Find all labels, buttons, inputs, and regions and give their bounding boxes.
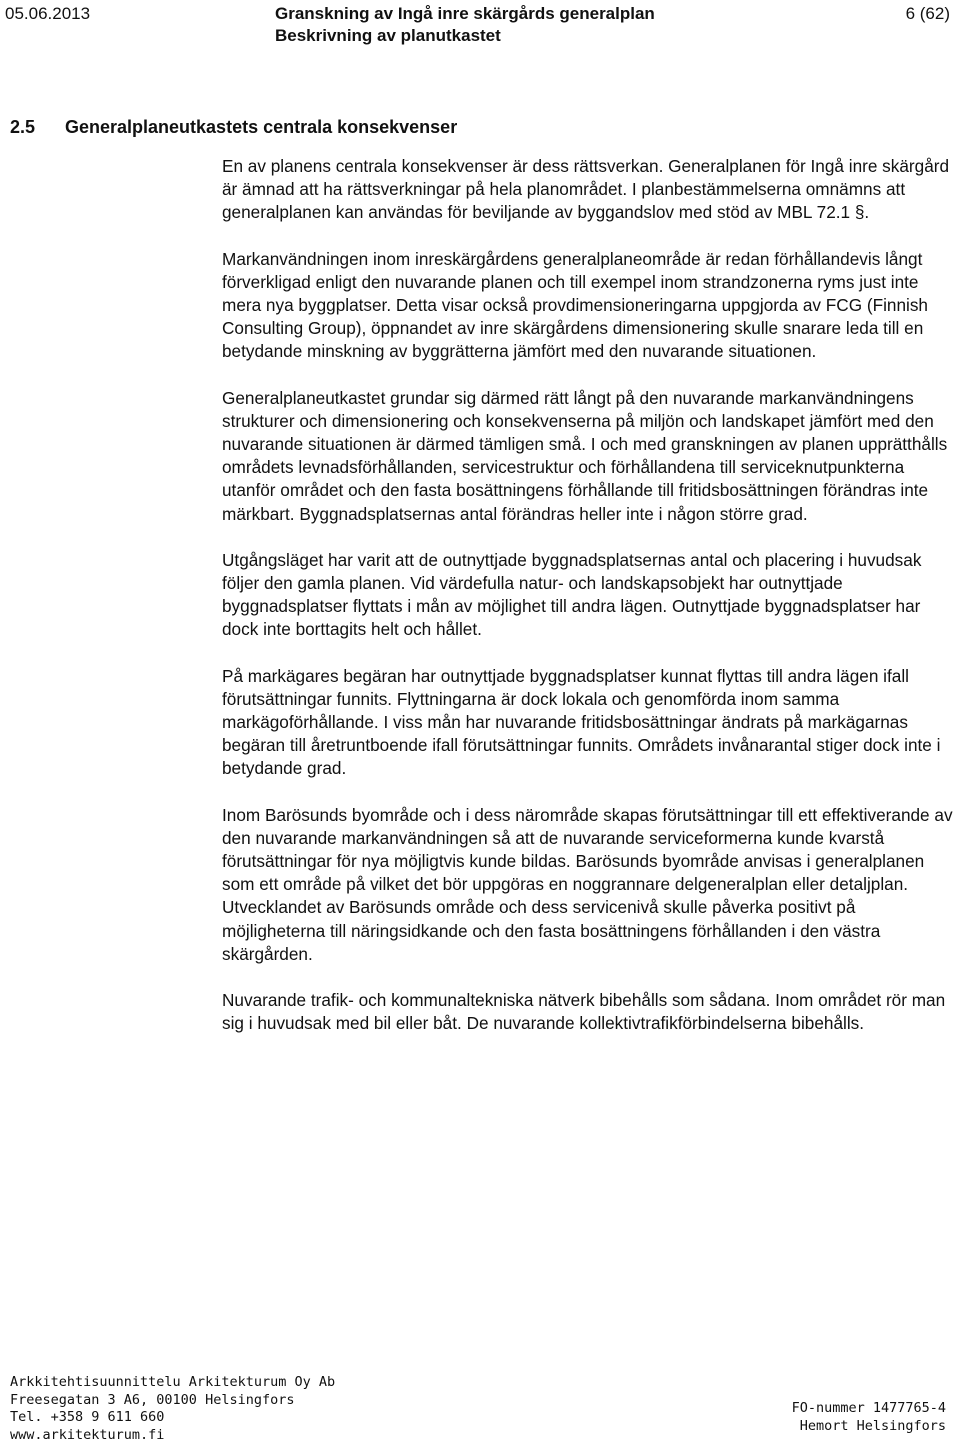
- header-date: 05.06.2013: [5, 4, 91, 23]
- section-number: 2.5: [10, 117, 36, 137]
- footer-phone: Tel. +358 9 611 660: [10, 1409, 165, 1425]
- footer-company: Arkkitehtisuunnittelu Arkitekturum Oy Ab: [10, 1374, 336, 1390]
- body-text: [222, 155, 957, 1059]
- footer-address: Freesegatan 3 A6, 00100 Helsingfors: [10, 1391, 295, 1408]
- page-footer: [0, 1374, 960, 1445]
- footer-domicile: Hemort Helsingfors: [799, 1417, 946, 1434]
- paragraph: Inom Barösunds byområde och i dess närområde skapas förutsättningar till ett effektiverande av den nuvarande markanvändningen så att de nuvarande serviceformerna kunde kvarstå förutsättningar för nya möjligtvis kunde bildas. Barösunds byområde anvisas i generalplanen som ett område på vilket det bör uppgöras en noggrannare delgeneralplan eller detaljplan. Utvecklandet av Barösunds område och dess servicenivå skulle påverka positivt på möjligheterna till näringsidkande och den fasta bosättningens förhållanden i den västra skärgården.: [222, 804, 953, 964]
- paragraph: Nuvarande trafik- och kommunaltekniska nätverk bibehålls som sådana. Inom området rör man sig i huvudsak med bil eller båt. De nuvarande kollektivtrafikförbindelserna bibehålls.: [222, 990, 946, 1034]
- paragraph: Utgångsläget har varit att de outnyttjade byggnadsplatsernas antal och placering i huvudsak följer den gamla planen. Vid värdefulla natur- och landskapsobjekt har outnyttjade byggnadsplatser flyttats i mån av möjlighet till andra lägen. Outnyttjade byggnadsplatser har dock inte borttagits helt och hållet.: [222, 549, 922, 640]
- section-heading: [10, 116, 457, 138]
- footer-company-info: [10, 1374, 335, 1444]
- paragraph: Generalplaneutkastet grundar sig därmed rätt långt på den nuvarande markanvändningens strukturer och dimensionering och konsekvenserna på miljön och landskapet jämfört med den nuvarande situationen är därmed tämligen små. I och med granskningen av planen upprätthålls områdets levnadsförhållanden, servicestruktur och förhållandena till serviceknutpunkterna utanför området och den fasta bosättningens förhållande till fritidsbosättningen förändras inte märkbart. Byggnadsplatsernas antal förändras heller inte i någon större grad.: [222, 387, 948, 524]
- header-subtitle: Beskrivning av planutkastet: [275, 26, 501, 45]
- footer-registration-info: [792, 1400, 946, 1435]
- header-title: Granskning av Ingå inre skärgårds generalplan: [275, 4, 655, 23]
- page-header: [0, 0, 960, 55]
- paragraph: Markanvändningen inom inreskärgårdens generalplaneområde är redan förhållandevis långt förverkligad enligt den nuvarande planen och till exempel inom strandzonerna ryms just inte mera nya byggplatser. Detta visar också provdimensioneringarna uppgjorda av FCG (Finnish Consulting Group), öppnandet av inre skärgårdens dimensionering skulle snarare leda till en betydande minskning av byggrätterna jämfört med den nuvarande situationen.: [222, 248, 928, 362]
- page-number: 6 (62): [905, 4, 950, 23]
- paragraph: En av planens centrala konsekvenser är dess rättsverkan. Generalplanen för Ingå inre skärgård är ämnad att ha rättsverkningar på hela planområdet. I planbestämmelserna omnämns att generalplanen kan användas för beviljande av byggandslov med stöd av MBL 72.1 §.: [222, 156, 950, 223]
- footer-fo-number: FO-nummer 1477765-4: [791, 1400, 946, 1416]
- footer-web-link[interactable]: www.arkitekturum.fi: [10, 1426, 165, 1443]
- paragraph: På markägares begäran har outnyttjade byggnadsplatser kunnat flyttas till andra lägen ifall förutsättningar funnits. Flyttningarna är dock lokala och genomförda inom samma markägoförhållande. I viss mån har nuvarande fritidsbosättningar ändrats på markägarnas begäran till åretruntboende ifall förutsättningar funnits. Områdets invånarantal stiger dock inte i betydande grad.: [222, 665, 941, 779]
- section-title: Generalplaneutkastets centrala konsekvenser: [65, 117, 458, 137]
